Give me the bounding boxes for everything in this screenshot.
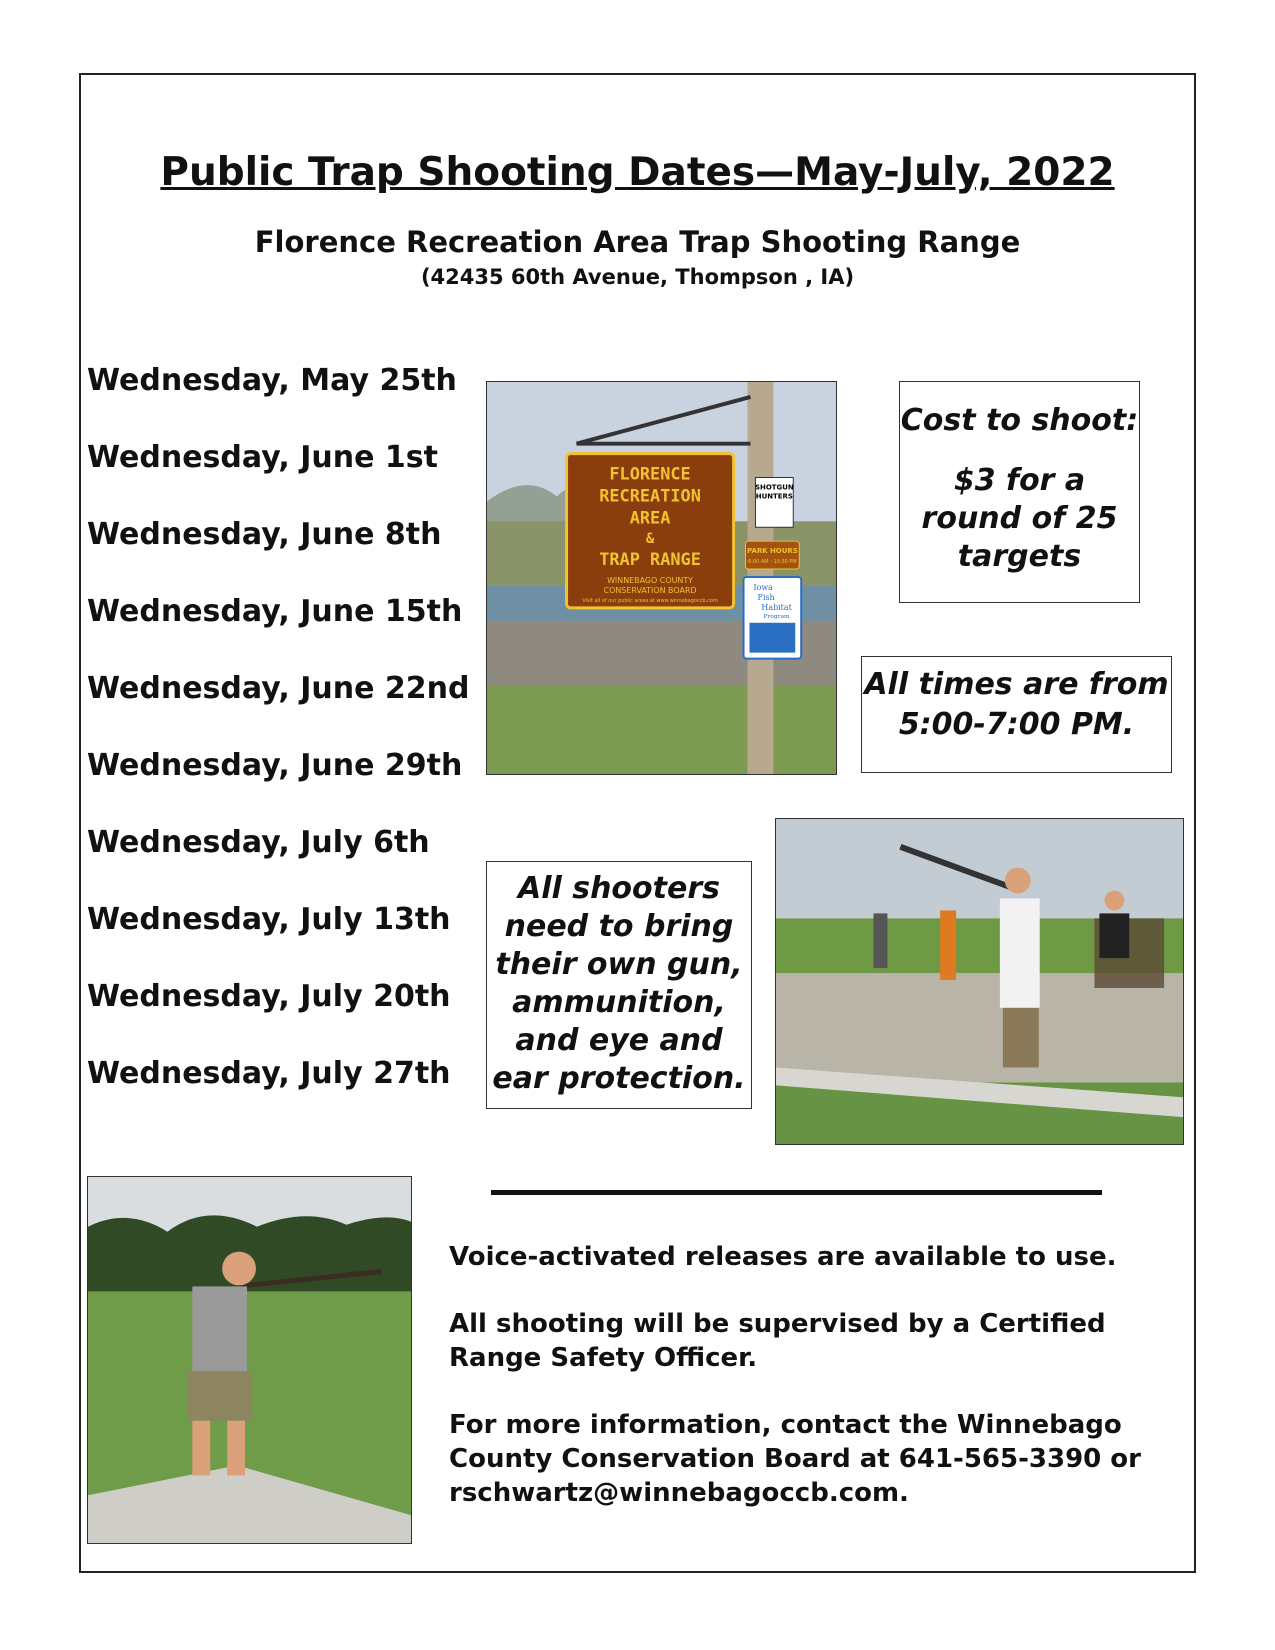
shooters-group-photo [775, 818, 1184, 1145]
range-name: Florence Recreation Area Trap Shooting Range [254, 225, 1021, 259]
sign-text: Visit all of our public areas at www.winnebagoccb.com [582, 597, 718, 604]
cost-line: round of 25 [921, 501, 1118, 536]
equipment-box [486, 861, 752, 1109]
cost-box [899, 381, 1140, 603]
date-item: Wednesday, July 27th [87, 1056, 451, 1091]
cost-line: $3 for a [953, 463, 1086, 498]
equipment-line: their own gun, [495, 947, 743, 982]
cost-line: targets [957, 539, 1082, 574]
sign-text: TRAP RANGE [599, 549, 701, 570]
sign-text: Program [763, 612, 790, 620]
equipment-line: and eye and [515, 1023, 723, 1058]
times-line: 5:00-7:00 PM. [898, 707, 1135, 742]
sign-text: SHOTGUN [755, 483, 794, 492]
times-box [861, 656, 1172, 773]
info-section [449, 1240, 1189, 1543]
date-item: Wednesday, June 29th [87, 748, 463, 783]
shooter-photo [87, 1176, 412, 1544]
sign-text: FLORENCE [609, 463, 691, 484]
date-item: Wednesday, June 1st [87, 440, 439, 475]
sign-text: RECREATION [599, 485, 701, 506]
cost-heading: Cost to shoot: [900, 403, 1139, 438]
info-contact: For more information, contact the Winnebago County Conservation Board at 641-565-3390 or rschwartz@winnebagoccb.com. [449, 1410, 1141, 1508]
info-supervision: All shooting will be supervised by a Certified Range Safety Officer. [449, 1309, 1106, 1373]
date-item: Wednesday, May 25th [87, 363, 457, 398]
date-item: Wednesday, June 15th [87, 594, 463, 629]
equipment-line: All shooters [517, 871, 720, 906]
range-address: (42435 60th Avenue, Thompson , IA) [420, 265, 855, 289]
date-item: Wednesday, July 13th [87, 902, 451, 937]
date-item: Wednesday, July 20th [87, 979, 451, 1014]
sign-text: PARK HOURS [746, 547, 798, 556]
sign-text: Fish [757, 592, 775, 602]
equipment-line: ear protection. [492, 1061, 746, 1096]
equipment-line: ammunition, [512, 985, 726, 1020]
equipment-line: need to bring [504, 909, 734, 944]
sign-text: Iowa [753, 582, 773, 592]
sign-text: & [645, 531, 655, 548]
date-item: Wednesday, July 6th [87, 825, 430, 860]
sign-text: CONSERVATION BOARD [603, 585, 697, 595]
range-sign-photo [486, 381, 837, 775]
date-item: Wednesday, June 8th [87, 517, 442, 552]
dates-list [87, 363, 470, 1136]
page-title: Public Trap Shooting Dates—May-July, 2022 [160, 150, 1115, 195]
sign-text: Habitat [761, 602, 792, 612]
sign-text: AREA [629, 507, 671, 528]
sign-text: 6:00 AM - 10:30 PM [748, 559, 797, 566]
info-releases: Voice-activated releases are available to use. [449, 1242, 1117, 1272]
sign-text: WINNEBAGO COUNTY [607, 575, 694, 585]
times-line: All times are from [864, 667, 1169, 702]
sign-text: HUNTERS [755, 492, 793, 501]
divider-line [491, 1190, 1102, 1195]
date-item: Wednesday, June 22nd [87, 671, 470, 706]
